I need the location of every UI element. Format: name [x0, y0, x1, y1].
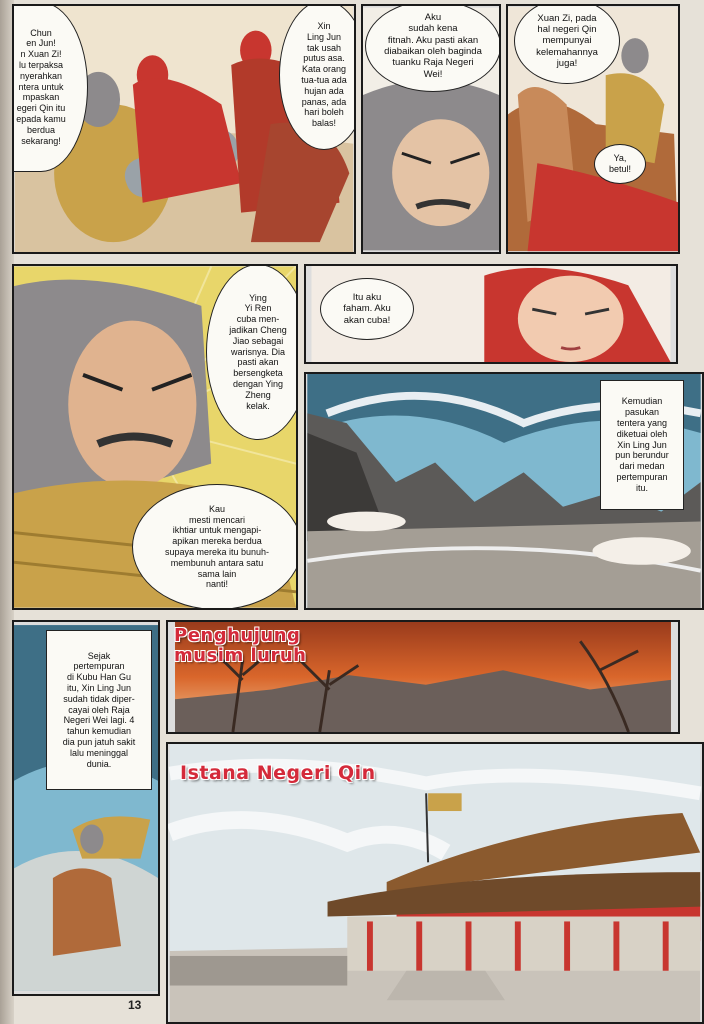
panel-two-warriors	[12, 4, 356, 254]
speech-bubble-understand: Itu aku faham. Aku akan cuba!	[320, 278, 414, 340]
caption-army-retreat: Kemudian pasukan tentera yang diketuai oleh Xin Ling Jun pun berundur dari medan pertempuran itu.	[600, 380, 684, 510]
panel-red-haired-woman	[304, 264, 678, 364]
title-end-of-autumn: Penghujung musim luruh	[174, 625, 307, 666]
caption-xin-ling-jun-death: Sejak pertempuran di Kubu Han Gu itu, Xin Ling Jun sudah tidak diper- cayai oleh Raja Negeri Wei lagi. 4 tahun kemudian dia pun jatuh sakit lalu meninggal dunia.	[46, 630, 152, 790]
panel-army-retreat	[304, 372, 704, 610]
page-number: 13	[128, 998, 142, 1012]
speech-bubble-slandered: Aku sudah kena fitnah. Aku pasti akan diabaikan oleh baginda tuanku Raja Negeri Wei!	[365, 4, 501, 92]
speech-bubble-ying-yi-ren: Ying Yi Ren cuba men- jadikan Cheng Jiao sebagai warisnya. Dia pasti akan bersengketa dengan Ying Zheng kelak.	[206, 264, 298, 440]
speech-bubble-incite-them: Kau mesti mencari ikhtiar untuk mengapi- apikan mereka berdua supaya mereka itu bunuh- membunuh antara satu sama lain nanti!	[132, 484, 298, 610]
speech-bubble-dont-despair: Xin Ling Jun tak usah putus asa. Kata orang tua-tua ada hujan ada panas, ada hari boleh balas!	[279, 4, 356, 150]
palace-artwork	[168, 744, 702, 1022]
speech-bubble-yes-right: Ya, betul!	[594, 144, 646, 184]
panel-autumn-sunset	[166, 620, 680, 734]
panel-grey-haired-general	[361, 4, 501, 254]
title-qin-palace: Istana Negeri Qin	[180, 762, 376, 784]
panel-lone-rider	[12, 620, 160, 996]
panel-qin-palace	[166, 742, 704, 1024]
panel-general-closeup	[12, 264, 298, 610]
panel-horseman	[506, 4, 680, 254]
speech-bubble-qin-weakness: Xuan Zi, pada hal negeri Qin mempunyai kelemahannya juga!	[514, 4, 620, 84]
speech-bubble-surrender: Chun en Jun! n Xuan Zi! lu terpaksa nyerahkan ntera untuk mpaskan egeri Qin itu epada kamu berdua sekarang!	[12, 4, 88, 172]
